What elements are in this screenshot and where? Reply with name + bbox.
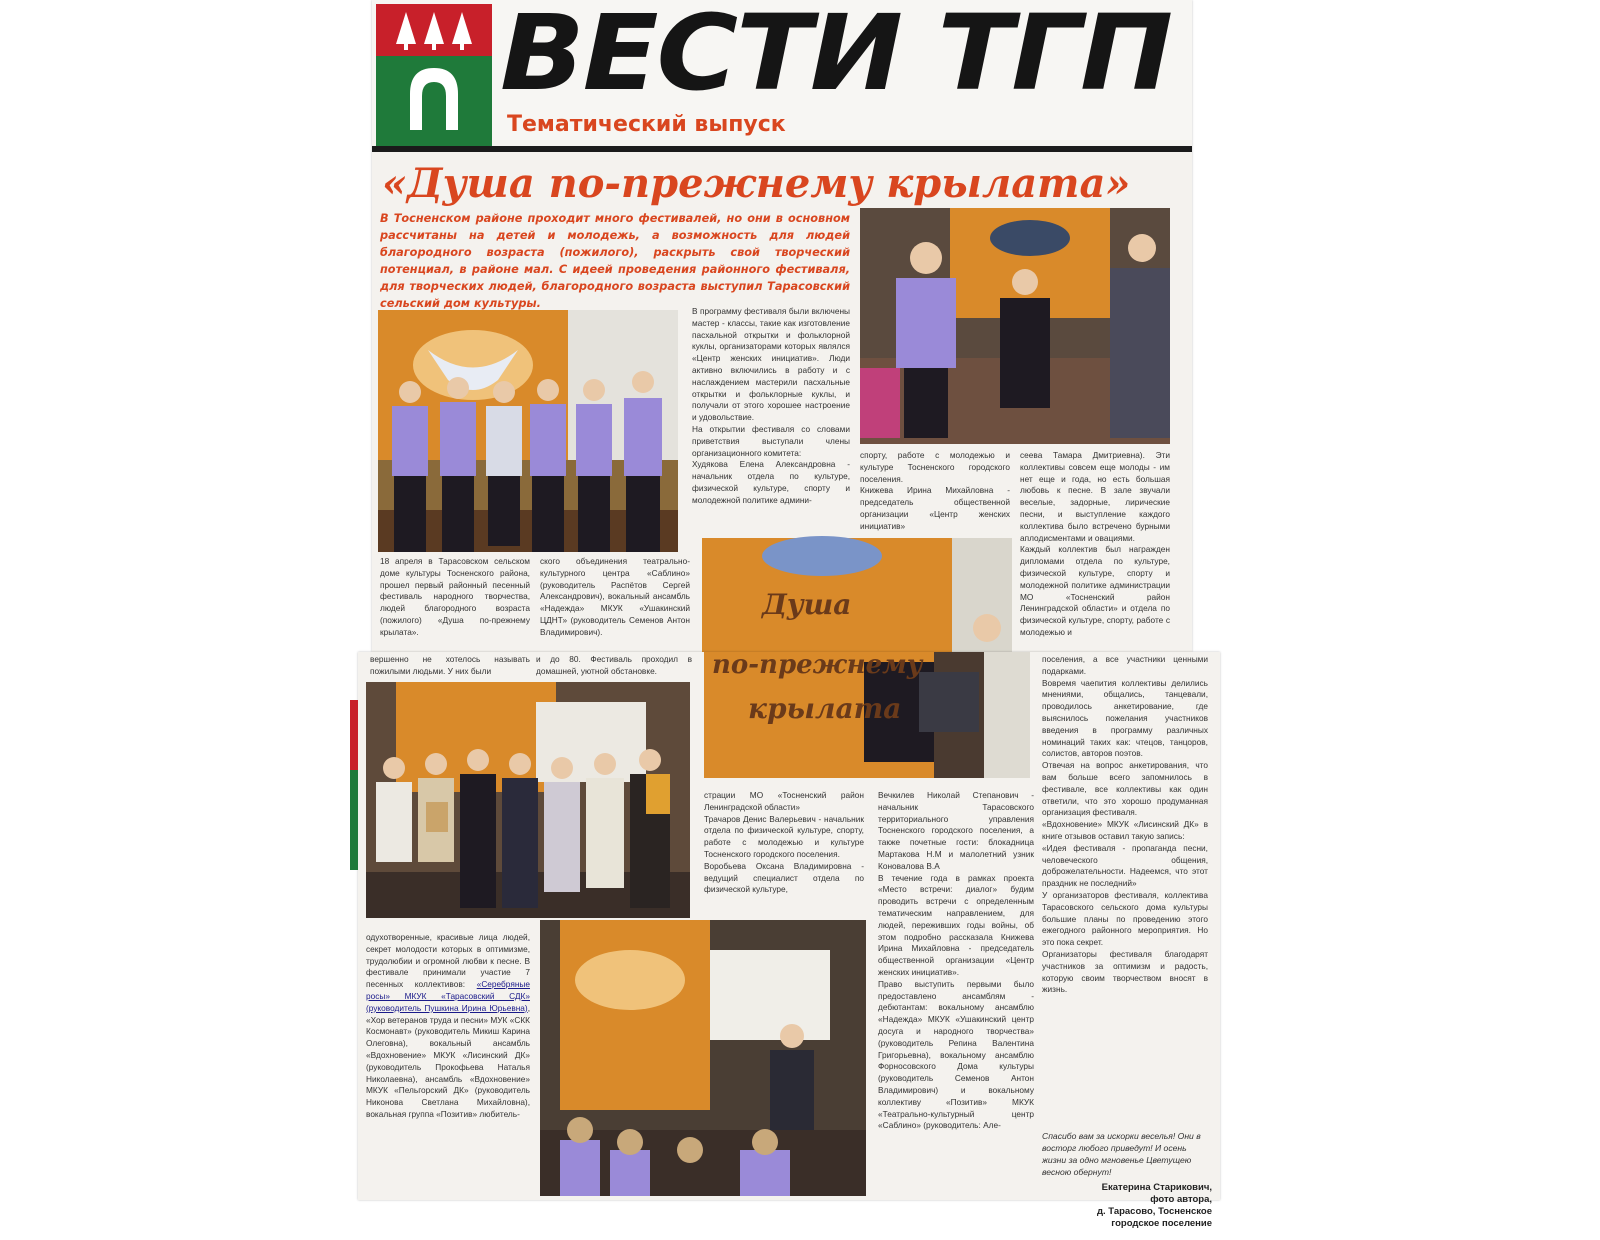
column-k-rest: , «Хор ветеранов труда и песни» МУК «СКК Космонавт» (руководитель Микиш Карина Олеговна), вокальный ансамбль «Вдохновение» МКУК «Лисинский ДК» (руководитель Прокофьева Наталья Николаевна), ансамбль «Вдохновение» МКУК «Пельгорский ДК» (руководитель Никонова Светлана Михайловна), вокальная группа «Позитив» любитель- [366, 1002, 530, 1119]
newspaper-page-top [372, 0, 1192, 652]
page-edge-strip [350, 640, 358, 1020]
column-k-intro: одухотворенные, красивые лица людей, секрет молодости которых в оптимизме, трудолюбии и огромной любви к песне. В фестивале принимали участие 7 песенных коллективов: [366, 932, 530, 990]
photo-dancing [860, 208, 1170, 444]
newspaper-title: ВЕСТИ ТГП [500, 0, 1171, 114]
article-column-g: и до 80. Фестиваль проходил в домашней, уютной обстановке. [536, 654, 692, 676]
issue-type-label: Тематический выпуск [507, 112, 786, 137]
article-column-k [366, 932, 530, 1196]
article-lead: В Тосненском районе проходит много фестивалей, но они в основном рассчитаны на детей и молодежь, а возможность для людей благородного возраста (пожилого), раскрыть свой творческий потенциал, в районе мал. С идеей проведения районного фестиваля, для творческих людей, благородного возраста выступил Тарасовский сельский дом культуры. [380, 212, 850, 310]
photo-stage-banner-top [702, 538, 1012, 652]
banner-word-2: по-прежнему [712, 650, 923, 680]
masthead-rule [372, 146, 1192, 152]
author-signature [1058, 1182, 1212, 1240]
article-column-h: поселения, а все участники ценными подарками. Вовремя чаепития коллективы делились мнениями, общались, танцевали, проводилось анкетирование, где выяснилось пожелания участников введения в программу различных номинаций таких как: чтецов, танцоров, солистов, авторов поэтов. Отвечая на вопрос анкетирования, что вам больше всего запомнилось в фестивале, все коллективы как один ответили, что это хорошо продуманная организация фестиваля. «Вдохновение» МКУК «Лисинский ДК» в книге отзывов оставил такую запись: «Идея фестиваля - пропаганда песни, человеческого общения, доброжелательности. Надеемся, что этот праздник не последний» У организаторов фестиваля, коллектива Тарасовского сельского дома культуры большие планы по проведению этого ежегодного районного мероприятия. Но это пока секрет. Организаторы фестиваля благодарят участников за оптимизм и радость, которую своим творчеством вносят в жизнь. [1042, 654, 1208, 995]
article-column-c: сеева Тамара Дмитриевна). Эти коллективы совсем еще молоды - им нет еще и года, но есть большая любовь к песне. В зале звучали веселые, задорные, лирические песни, и выступление каждого коллектива было встречено бурными аплодисментами и овациями. Каждый коллектив был награжден дипломами отдела по культуре, физической культуре, спорту и молодежной политике администрации МО «Тосненский район Ленинградской области» и отдела по физической культуре, спорту, работе с молодежью и [1020, 450, 1170, 637]
article-column-j: Вечкилев Николай Степанович - начальник Тарасовского территориального управления Тосненского городского поселения, а также почетные гости: блокадница Мартакова Н.М и малолетний узник Коновалова В.А В течение года в рамках проекта «Место встречи: диалог» будим проводить встречи с определенным тематическим направлением, для людей, переживших годы войны, об этом подробно рассказала Книжева Ирина Михайловна - председатель общественной организации «Центр женских инициатив». Право выступить первыми было предоставлено ансамблям - дебютантам: вокальному ансамблю «Надежда» МКУК «Ушакинский центр досуга и народного творчества» (руководитель Репина Валентина Григорьевна), вокальному ансамблю Форносовского Дома культуры (руководитель Семенов Антон Владимирович) и вокальному коллективу «Позитив» МКУК «Театрально-культурный центр «Саблино» (руководитель: Але- [878, 790, 1034, 1131]
article-column-i: страции МО «Тосненский район Ленинградской области» Трачаров Денис Валерьевич - начальник отдела по физической культуре, спорту, работе с молодежью и культуре Тосненского городского поселения. Воробьева Оксана Владимировна - ведущий специалист отдела по физической культуре, [704, 790, 864, 895]
underlined-collective: «Серебряные росы» МКУК «Тарасовский СДК» (руководитель Пушкина Ирина Юрьевна) [366, 979, 530, 1013]
coat-of-arms-icon [376, 4, 492, 146]
banner-word-1: Душа [762, 588, 852, 621]
photo-choir-lilac [378, 310, 678, 552]
masthead [372, 0, 1192, 140]
article-column-e: ского объединения театрально-культурного центра «Саблино» (руководитель Распётов Сергей Александрович), вокальный ансамбль «Надежда» МКУК «Ушакинский ЦДНТ» (руководитель Семенов Антон Владимирович). [540, 556, 690, 637]
newspaper-page-bottom [358, 650, 1220, 1229]
article-column-f: вершенно не хотелось называть пожилыми людьми. У них были [370, 654, 530, 676]
article-headline: «Душа по-прежнему крылата» [382, 160, 1131, 207]
article-column-d: 18 апреля в Тарасовском сельском доме культуры Тосненского района, прошел первый районный песенный фестиваль народного творчества, людей благородного возраста (пожилого) «Душа по-прежнему крылата». [380, 556, 530, 637]
photo-stage-banner-bottom [704, 652, 1030, 778]
article-column-b: спорту, работе с молодежью и культуре Тосненского городского поселения. Книжева Ирина Михайловна - председатель общественной организации «Центр женских инициатив» [860, 450, 1010, 531]
photo-group-diplomas [366, 682, 690, 918]
banner-word-3: крылата [748, 692, 902, 725]
closing-verse: Спасибо вам за искорки веселья! Они в восторг любого приведут! И осень жизни за одно мгновенье Цветущею весною обернут! [1042, 1131, 1201, 1177]
article-column-a: В программу фестиваля были включены мастер - классы, такие как изготовление пасхальной открытки и фольклорной куклы, организаторами которых являлся «Центр женских инициатив». Люди активно включились в работу и с наслаждением мастерили пасхальные открытки и фольклорные куклы, и получали от этого хорошее настроение и удовольствие. На открытии фестиваля со словами приветствия выступали члены организационного комитета: Худякова Елена Александровна - начальник отдела по культуре, физической культуре, спорту и молодежной политике админи- [692, 306, 850, 505]
photo-hall-audience [540, 920, 866, 1196]
signature-text: Екатерина Старикович, фото автора, д. Тарасово, Тосненское городское поселение [1096, 1182, 1212, 1229]
